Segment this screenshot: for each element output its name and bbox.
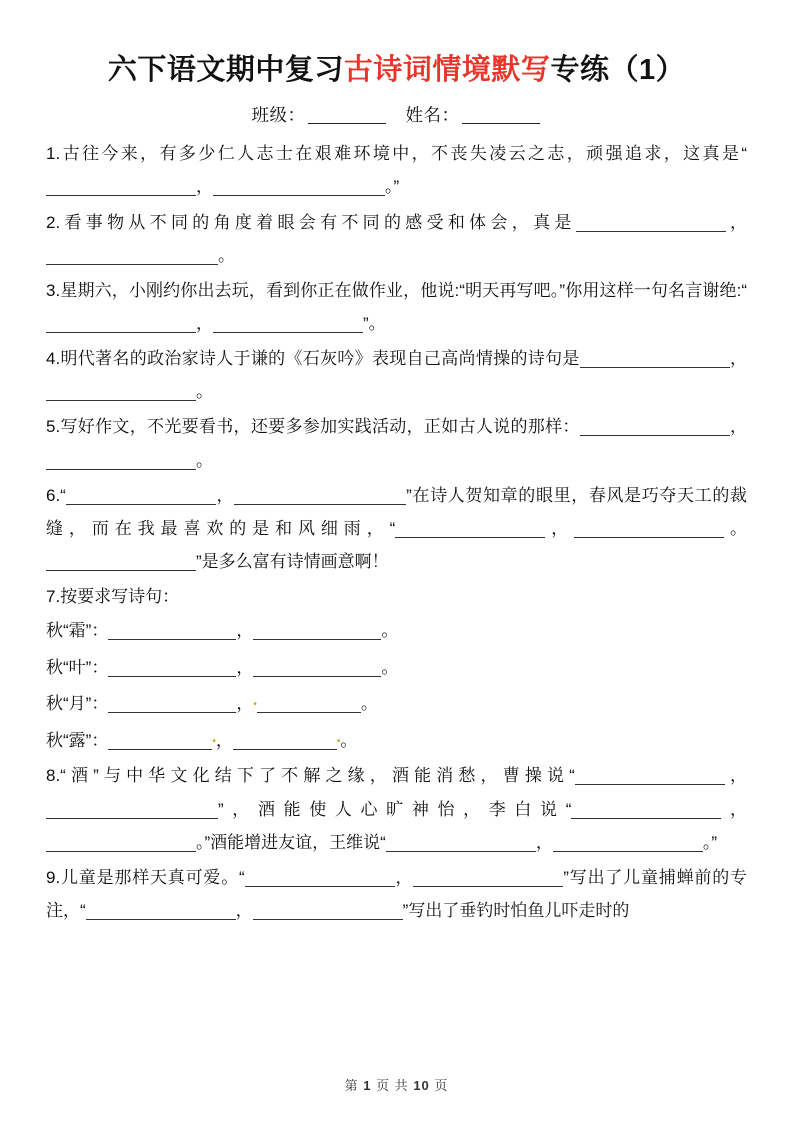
question-3-text-c: ”。 bbox=[363, 313, 386, 333]
question-6-text-e: 。 bbox=[724, 518, 748, 538]
question-6-text-a: 6.“ bbox=[46, 485, 66, 505]
question-2-text-a: 2.看事物从不同的角度着眼会有不同的感受和体会，真是 bbox=[46, 212, 576, 232]
question-7-item-4: 秋“露”： •， •。 bbox=[46, 730, 358, 750]
question-8-blank-5[interactable] bbox=[386, 851, 536, 852]
question-9 bbox=[46, 861, 747, 927]
question-9-text-b: ， bbox=[394, 867, 414, 887]
question-4-text-c: 。 bbox=[196, 382, 213, 402]
question-6-blank-1[interactable] bbox=[66, 504, 216, 505]
question-9-text-a: 9.儿童是那样天真可爱。“ bbox=[46, 867, 245, 887]
question-2-blank-2[interactable] bbox=[46, 264, 218, 265]
question-1 bbox=[46, 137, 747, 203]
question-4-blank-1[interactable] bbox=[580, 367, 730, 368]
title-highlight: 古诗词情境默写 bbox=[343, 54, 551, 86]
question-7-item-1-blank-2[interactable] bbox=[253, 639, 381, 640]
question-8-text-a: 8.“酒”与中华文化结下了不解之缘，酒能消愁，曹操说“ bbox=[46, 766, 575, 786]
question-2-text-c: 。 bbox=[218, 245, 235, 265]
question-6-blank-5[interactable] bbox=[46, 570, 196, 571]
question-6-blank-2[interactable] bbox=[234, 504, 406, 505]
question-3-text-b: ， bbox=[196, 313, 213, 333]
question-7-item-2-blank-2[interactable] bbox=[253, 676, 381, 677]
question-7-item-1: 秋“霜”： ， 。 bbox=[46, 621, 399, 641]
question-9-blank-4[interactable] bbox=[253, 919, 403, 920]
title-part-1: 六下语文期中复习 bbox=[107, 54, 344, 86]
question-8-blank-2[interactable] bbox=[46, 818, 218, 819]
footer-page-number: 1 bbox=[363, 1078, 372, 1093]
question-2-text-b: ， bbox=[725, 212, 748, 232]
question-7-item-2-label: 秋“叶”： bbox=[46, 657, 109, 677]
question-5-text-b: ， bbox=[729, 417, 747, 437]
question-6-text-b: ， bbox=[215, 485, 235, 505]
question-6-text-f: ”是多么富有诗情画意啊！ bbox=[196, 551, 389, 571]
name-blank[interactable] bbox=[462, 123, 540, 124]
footer-prefix: 第 bbox=[344, 1078, 359, 1093]
question-9-text-c: ”写出了儿童捕蝉前的专注，“ bbox=[46, 867, 747, 920]
question-6-text-d: ， bbox=[545, 518, 575, 538]
question-8-text-c: ”，酒能使人心旷神怡，李白说“ bbox=[218, 799, 572, 819]
question-7-item-3-label: 秋“月”： bbox=[46, 694, 109, 714]
page-footer bbox=[0, 1075, 793, 1094]
class-blank[interactable] bbox=[308, 123, 386, 124]
question-7-item-4-blank-1[interactable] bbox=[108, 749, 212, 750]
question-6 bbox=[46, 479, 747, 578]
question-4-text-a: 4.明代著名的政治家诗人于谦的《石灰吟》表现自己高尚情操的诗句是 bbox=[46, 349, 580, 369]
question-7-item-3: 秋“月”： ，• 。 bbox=[46, 694, 378, 714]
question-5-text-c: 。 bbox=[196, 450, 213, 470]
question-1-blank-1[interactable] bbox=[46, 195, 196, 196]
question-3-text-a: 3.星期六，小刚约你出去玩，看到你正在做作业，他说:“明天再写吧。”你用这样一句名言谢绝:“ bbox=[46, 280, 747, 300]
question-7-item-1-label: 秋“霜”： bbox=[46, 621, 109, 641]
question-7-item-1-blank-1[interactable] bbox=[108, 639, 236, 640]
question-4-blank-2[interactable] bbox=[46, 400, 196, 401]
question-7-item-3-blank-2[interactable] bbox=[257, 712, 361, 713]
question-3-blank-2[interactable] bbox=[213, 332, 363, 333]
question-6-blank-3[interactable] bbox=[395, 537, 545, 538]
question-7-text: 7.按要求写诗句： bbox=[46, 587, 180, 607]
question-5 bbox=[46, 410, 747, 476]
question-3-blank-1[interactable] bbox=[46, 332, 196, 333]
question-8-text-g: 。” bbox=[702, 832, 717, 852]
class-label: 班级： bbox=[251, 105, 306, 126]
student-info-line bbox=[46, 102, 747, 127]
footer-middle: 页 共 bbox=[376, 1078, 409, 1093]
question-9-text-e: ”写出了垂钓时怕鱼儿吓走时的 bbox=[402, 900, 630, 920]
footer-total-pages: 10 bbox=[413, 1078, 430, 1093]
question-5-blank-1[interactable] bbox=[580, 435, 730, 436]
dot-marker-icon: • bbox=[212, 735, 216, 747]
question-9-blank-2[interactable] bbox=[413, 886, 563, 887]
question-7-item-2: 秋“叶”： ， 。 bbox=[46, 657, 399, 677]
question-6-text-c: ”在诗人贺知章的眼里，春风是巧夺天工的裁缝，而在我最喜欢的是和风细雨，“ bbox=[46, 485, 748, 538]
question-1-text-b: ， bbox=[196, 177, 213, 197]
question-8-blank-6[interactable] bbox=[553, 851, 703, 852]
question-1-text-c: 。” bbox=[385, 177, 400, 197]
dot-marker-icon: • bbox=[253, 699, 257, 711]
question-1-blank-2[interactable] bbox=[213, 195, 385, 196]
question-7-item-4-blank-2[interactable] bbox=[233, 749, 337, 750]
question-2-blank-1[interactable] bbox=[576, 231, 726, 232]
question-7-item-4-label: 秋“露”： bbox=[46, 730, 109, 750]
question-2 bbox=[46, 206, 747, 272]
question-4 bbox=[46, 342, 747, 408]
question-8-text-e: 。”酒能增进友谊，王维说“ bbox=[196, 832, 386, 852]
question-9-text-d: ， bbox=[235, 900, 253, 920]
question-6-blank-4[interactable] bbox=[574, 537, 724, 538]
question-9-blank-1[interactable] bbox=[245, 886, 395, 887]
question-3 bbox=[46, 274, 747, 340]
page-title bbox=[46, 52, 747, 88]
question-8-blank-1[interactable] bbox=[575, 784, 725, 785]
question-8 bbox=[46, 759, 747, 858]
question-5-blank-2[interactable] bbox=[46, 469, 196, 470]
question-7-item-2-blank-1[interactable] bbox=[108, 676, 236, 677]
dot-marker-icon: • bbox=[336, 735, 341, 747]
question-5-text-a: 5.写好作文，不光要看书，还要多参加实践活动，正如古人说的那样： bbox=[46, 417, 580, 437]
question-8-text-b: ， bbox=[724, 766, 747, 786]
question-8-blank-4[interactable] bbox=[46, 851, 196, 852]
question-8-blank-3[interactable] bbox=[571, 818, 721, 819]
question-8-text-f: ， bbox=[535, 832, 553, 852]
question-4-text-b: ， bbox=[729, 349, 747, 369]
title-part-2: 专练（1） bbox=[550, 54, 686, 86]
name-label: 姓名： bbox=[405, 105, 460, 126]
question-7-item-3-blank-1[interactable] bbox=[108, 712, 236, 713]
footer-suffix: 页 bbox=[434, 1078, 449, 1093]
question-7 bbox=[46, 580, 747, 613]
question-8-text-d: ， bbox=[721, 799, 748, 819]
question-9-blank-3[interactable] bbox=[86, 919, 236, 920]
question-1-text-a: 1.古往今来，有多少仁人志士在艰难环境中，不丧失凌云之志，顽强追求，这真是“ bbox=[46, 144, 747, 164]
